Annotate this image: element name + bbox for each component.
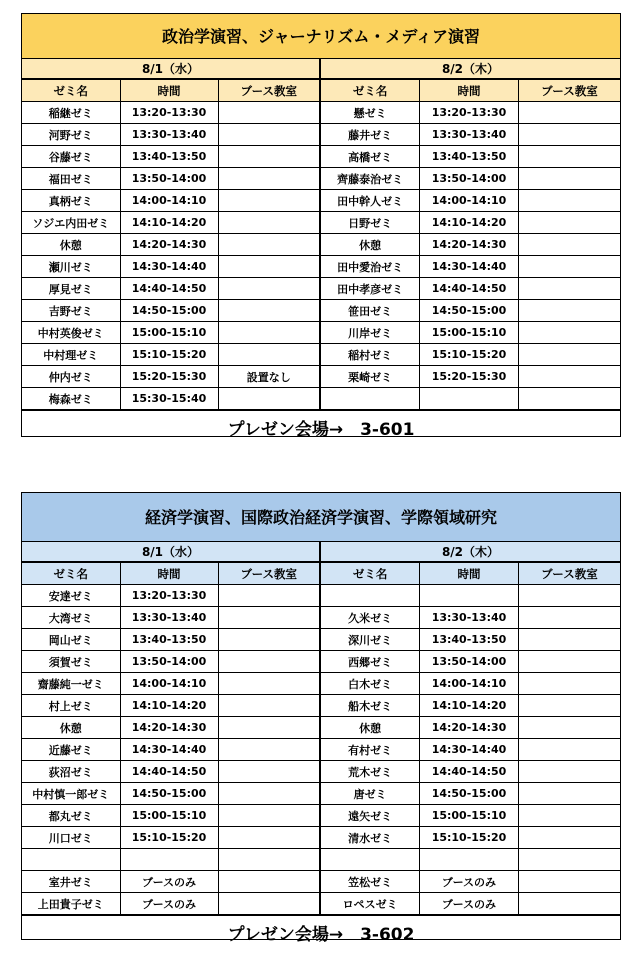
time-slot-cell: 15:10-15:20: [420, 827, 519, 849]
seminar-name-cell: 田中孝彦ゼミ: [321, 278, 420, 300]
time-slot-cell: 14:00-14:10: [120, 190, 218, 212]
time-slot-cell: 15:10-15:20: [420, 344, 519, 366]
time-slot-cell: 15:10-15:20: [120, 827, 218, 849]
time-slot-cell: 14:50-15:00: [120, 783, 218, 805]
booth-room-cell: [218, 827, 319, 849]
time-slot-cell: 14:50-15:00: [420, 300, 519, 322]
seminar-name-header: ゼミ名: [22, 80, 120, 102]
table-row: [321, 805, 620, 827]
seminar-name-cell: 厚見ゼミ: [22, 278, 120, 300]
booth-room-cell: [518, 278, 620, 300]
table-row: [321, 783, 620, 805]
table-row: [22, 871, 319, 893]
booth-room-cell: [218, 212, 319, 234]
table-row: [22, 146, 319, 168]
booth-room-cell: [518, 212, 620, 234]
seminar-name-cell: 須賀ゼミ: [22, 651, 120, 673]
booth-room-cell: [518, 695, 620, 717]
booth-room-cell: [218, 695, 319, 717]
seminar-name-cell: 真柄ゼミ: [22, 190, 120, 212]
table-row: [321, 146, 620, 168]
booth-room-cell: [518, 256, 620, 278]
time-slot-cell: 14:40-14:50: [420, 761, 519, 783]
seminar-name-cell: 室井ゼミ: [22, 871, 120, 893]
seminar-name-cell: 仲内ゼミ: [22, 366, 120, 388]
time-slot-cell: 14:30-14:40: [120, 256, 218, 278]
time-slot-cell: 15:20-15:30: [120, 366, 218, 388]
booth-room-cell: [518, 783, 620, 805]
day-header: 8/2（木）: [321, 542, 620, 562]
table-row: [22, 388, 319, 410]
booth-room-cell: [218, 256, 319, 278]
table-row: [22, 783, 319, 805]
booth-room-cell: [218, 717, 319, 739]
venue-footer: プレゼン会場→ 3-602: [22, 915, 620, 953]
seminar-name-cell: 岡山ゼミ: [22, 629, 120, 651]
day-column-left: [22, 542, 321, 915]
time-slot-cell: [120, 849, 218, 871]
seminar-name-cell: 齊藤泰治ゼミ: [321, 168, 420, 190]
seminar-name-cell: 稲村ゼミ: [321, 344, 420, 366]
time-slot-cell: 14:30-14:40: [420, 256, 519, 278]
schedule-table: [22, 562, 319, 915]
table-row: [22, 322, 319, 344]
time-slot-cell: 13:40-13:50: [420, 629, 519, 651]
time-slot-cell: 15:00-15:10: [420, 805, 519, 827]
table-row: [22, 168, 319, 190]
booth-room-header: ブース教室: [518, 80, 620, 102]
table-row: [321, 124, 620, 146]
time-slot-cell: 15:30-15:40: [120, 388, 218, 410]
time-slot-cell: 13:40-13:50: [420, 146, 519, 168]
table-row: [321, 278, 620, 300]
booth-room-cell: [518, 585, 620, 607]
table-row: [321, 322, 620, 344]
time-slot-cell: 14:10-14:20: [120, 212, 218, 234]
seminar-name-cell: 上田貴子ゼミ: [22, 893, 120, 915]
seminar-name-cell: 休憩: [321, 234, 420, 256]
table-row: [22, 849, 319, 871]
table-row: [22, 805, 319, 827]
seminar-name-cell: 中村英俊ゼミ: [22, 322, 120, 344]
booth-room-cell: [218, 673, 319, 695]
day-column-right: [321, 542, 620, 915]
seminar-name-cell: 吉野ゼミ: [22, 300, 120, 322]
schedule-table: [22, 79, 319, 410]
booth-room-cell: [518, 322, 620, 344]
booth-room-cell: [218, 300, 319, 322]
table-row: [321, 827, 620, 849]
seminar-name-cell: 笠松ゼミ: [321, 871, 420, 893]
time-slot-cell: 13:50-14:00: [120, 651, 218, 673]
seminar-name-cell: 高橋ゼミ: [321, 146, 420, 168]
time-slot-cell: 14:30-14:40: [420, 739, 519, 761]
time-slot-cell: 13:20-13:30: [420, 102, 519, 124]
table-row: [22, 827, 319, 849]
table-row: [321, 388, 620, 410]
time-slot-cell: 14:00-14:10: [420, 673, 519, 695]
time-slot-cell: 13:50-14:00: [420, 651, 519, 673]
booth-room-cell: [218, 805, 319, 827]
booth-room-cell: [518, 739, 620, 761]
time-slot-cell: 14:30-14:40: [120, 739, 218, 761]
table-row: [22, 695, 319, 717]
time-slot-cell: 14:20-14:30: [420, 234, 519, 256]
booth-room-cell: [518, 388, 620, 410]
table-row: [22, 651, 319, 673]
time-slot-cell: 13:30-13:40: [120, 124, 218, 146]
seminar-name-cell: 田中愛治ゼミ: [321, 256, 420, 278]
table-row: [321, 739, 620, 761]
time-slot-cell: 14:10-14:20: [120, 695, 218, 717]
seminar-name-header: ゼミ名: [22, 563, 120, 585]
time-slot-cell: 15:00-15:10: [420, 322, 519, 344]
schedule-grid: [22, 59, 620, 410]
block-title: 経済学演習、国際政治経済学演習、学際領域研究: [22, 493, 620, 542]
table-row: [22, 673, 319, 695]
booth-room-cell: 設置なし: [218, 366, 319, 388]
seminar-name-cell: 齋藤純一ゼミ: [22, 673, 120, 695]
booth-room-cell: [518, 651, 620, 673]
table-row: [321, 871, 620, 893]
table-row: [22, 739, 319, 761]
seminar-name-cell: 笹田ゼミ: [321, 300, 420, 322]
table-row: [321, 629, 620, 651]
seminar-name-cell: 大湾ゼミ: [22, 607, 120, 629]
seminar-name-cell: [321, 388, 420, 410]
day-column-right: [321, 59, 620, 410]
table-row: [22, 256, 319, 278]
booth-room-cell: [518, 673, 620, 695]
table-row: [22, 629, 319, 651]
booth-room-cell: [518, 168, 620, 190]
time-slot-cell: 13:50-14:00: [120, 168, 218, 190]
time-slot-cell: 14:20-14:30: [420, 717, 519, 739]
table-row: [321, 651, 620, 673]
booth-room-cell: [218, 585, 319, 607]
booth-room-cell: [218, 871, 319, 893]
time-header: 時間: [120, 80, 218, 102]
booth-room-cell: [218, 651, 319, 673]
time-slot-cell: [420, 849, 519, 871]
booth-room-cell: [518, 805, 620, 827]
booth-room-cell: [218, 783, 319, 805]
booth-room-cell: [518, 629, 620, 651]
table-row: [22, 366, 319, 388]
booth-room-cell: [518, 717, 620, 739]
time-slot-cell: 15:00-15:10: [120, 322, 218, 344]
table-row: [22, 190, 319, 212]
booth-room-cell: [218, 344, 319, 366]
schedule-table: [321, 79, 620, 410]
seminar-name-cell: 深川ゼミ: [321, 629, 420, 651]
booth-room-cell: [218, 388, 319, 410]
table-row: [321, 585, 620, 607]
booth-room-cell: [518, 893, 620, 915]
time-slot-cell: ブースのみ: [420, 871, 519, 893]
time-slot-cell: [420, 585, 519, 607]
table-row: [321, 893, 620, 915]
time-slot-cell: 14:20-14:30: [120, 234, 218, 256]
table-row: [22, 761, 319, 783]
booth-room-cell: [218, 607, 319, 629]
time-slot-cell: 13:40-13:50: [120, 629, 218, 651]
table-row: [321, 300, 620, 322]
seminar-name-cell: 谷藤ゼミ: [22, 146, 120, 168]
seminar-name-cell: 休憩: [22, 717, 120, 739]
booth-room-cell: [218, 102, 319, 124]
booth-room-cell: [218, 761, 319, 783]
time-slot-cell: 13:30-13:40: [420, 124, 519, 146]
seminar-name-cell: 荻沼ゼミ: [22, 761, 120, 783]
seminar-name-header: ゼミ名: [321, 563, 420, 585]
time-header: 時間: [420, 80, 519, 102]
seminar-name-cell: 有村ゼミ: [321, 739, 420, 761]
seminar-name-cell: 唐ゼミ: [321, 783, 420, 805]
venue-footer: プレゼン会場→ 3-601: [22, 410, 620, 449]
time-slot-cell: 13:50-14:00: [420, 168, 519, 190]
schedule-block-economics: [21, 492, 621, 945]
seminar-name-cell: 中村慎一郎ゼミ: [22, 783, 120, 805]
seminar-name-cell: 都丸ゼミ: [22, 805, 120, 827]
booth-room-cell: [218, 278, 319, 300]
seminar-name-cell: 川岸ゼミ: [321, 322, 420, 344]
seminar-name-cell: 遠矢ゼミ: [321, 805, 420, 827]
booth-room-cell: [518, 827, 620, 849]
table-row: [22, 607, 319, 629]
booth-room-cell: [218, 893, 319, 915]
table-row: [321, 849, 620, 871]
table-row: [321, 102, 620, 124]
seminar-name-cell: [321, 585, 420, 607]
booth-room-cell: [218, 234, 319, 256]
table-row: [22, 102, 319, 124]
seminar-name-cell: 福田ゼミ: [22, 168, 120, 190]
seminar-name-cell: 川口ゼミ: [22, 827, 120, 849]
time-slot-cell: 14:20-14:30: [120, 717, 218, 739]
booth-room-cell: [518, 761, 620, 783]
table-row: [321, 212, 620, 234]
booth-room-cell: [518, 871, 620, 893]
time-slot-cell: 13:30-13:40: [420, 607, 519, 629]
table-row: [321, 256, 620, 278]
booth-room-cell: [518, 300, 620, 322]
table-row: [321, 717, 620, 739]
table-row: [321, 761, 620, 783]
booth-room-header: ブース教室: [218, 80, 319, 102]
time-slot-cell: ブースのみ: [120, 871, 218, 893]
table-row: [22, 212, 319, 234]
booth-room-cell: [518, 344, 620, 366]
table-row: [22, 717, 319, 739]
seminar-name-cell: 近藤ゼミ: [22, 739, 120, 761]
booth-room-cell: [518, 234, 620, 256]
booth-room-cell: [518, 190, 620, 212]
booth-room-cell: [518, 366, 620, 388]
booth-room-header: ブース教室: [218, 563, 319, 585]
seminar-name-cell: 安達ゼミ: [22, 585, 120, 607]
booth-room-cell: [218, 629, 319, 651]
booth-room-cell: [218, 322, 319, 344]
booth-room-cell: [218, 190, 319, 212]
block-title: 政治学演習、ジャーナリズム・メディア演習: [22, 14, 620, 59]
table-row: [321, 190, 620, 212]
seminar-name-cell: 梅森ゼミ: [22, 388, 120, 410]
seminar-name-cell: 休憩: [22, 234, 120, 256]
day-header: 8/1（水）: [22, 542, 319, 562]
seminar-name-cell: 白木ゼミ: [321, 673, 420, 695]
booth-room-cell: [518, 849, 620, 871]
booth-room-cell: [218, 146, 319, 168]
time-slot-cell: 13:40-13:50: [120, 146, 218, 168]
time-slot-cell: 13:30-13:40: [120, 607, 218, 629]
seminar-name-cell: 清水ゼミ: [321, 827, 420, 849]
time-slot-cell: 13:20-13:30: [120, 102, 218, 124]
booth-room-cell: [218, 124, 319, 146]
table-row: [22, 124, 319, 146]
booth-room-cell: [518, 607, 620, 629]
time-slot-cell: 14:40-14:50: [420, 278, 519, 300]
table-row: [22, 344, 319, 366]
time-slot-cell: 13:20-13:30: [120, 585, 218, 607]
table-row: [321, 695, 620, 717]
time-header: 時間: [120, 563, 218, 585]
time-header: 時間: [420, 563, 519, 585]
table-row: [321, 344, 620, 366]
time-slot-cell: 15:20-15:30: [420, 366, 519, 388]
booth-room-cell: [218, 739, 319, 761]
seminar-name-cell: 瀬川ゼミ: [22, 256, 120, 278]
booth-room-cell: [518, 124, 620, 146]
table-row: [22, 893, 319, 915]
booth-room-header: ブース教室: [518, 563, 620, 585]
seminar-name-cell: 河野ゼミ: [22, 124, 120, 146]
time-slot-cell: 14:40-14:50: [120, 761, 218, 783]
seminar-name-cell: 久米ゼミ: [321, 607, 420, 629]
time-slot-cell: 15:10-15:20: [120, 344, 218, 366]
time-slot-cell: ブースのみ: [120, 893, 218, 915]
seminar-name-cell: 藤井ゼミ: [321, 124, 420, 146]
seminar-name-cell: 荒木ゼミ: [321, 761, 420, 783]
seminar-name-cell: ソジエ内田ゼミ: [22, 212, 120, 234]
seminar-name-cell: ロペスゼミ: [321, 893, 420, 915]
seminar-name-cell: 中村理ゼミ: [22, 344, 120, 366]
booth-room-cell: [218, 168, 319, 190]
seminar-name-cell: [321, 849, 420, 871]
time-slot-cell: 14:10-14:20: [420, 695, 519, 717]
seminar-name-cell: 西郷ゼミ: [321, 651, 420, 673]
seminar-name-cell: 懸ゼミ: [321, 102, 420, 124]
time-slot-cell: 14:10-14:20: [420, 212, 519, 234]
time-slot-cell: 14:00-14:10: [120, 673, 218, 695]
schedule-grid: [22, 542, 620, 915]
seminar-name-header: ゼミ名: [321, 80, 420, 102]
schedule-table: [321, 562, 620, 915]
table-row: [321, 673, 620, 695]
table-row: [321, 234, 620, 256]
table-row: [321, 168, 620, 190]
booth-room-cell: [518, 146, 620, 168]
time-slot-cell: ブースのみ: [420, 893, 519, 915]
day-column-left: [22, 59, 321, 410]
seminar-name-cell: 田中幹人ゼミ: [321, 190, 420, 212]
day-header: 8/2（木）: [321, 59, 620, 79]
table-row: [22, 234, 319, 256]
time-slot-cell: 14:00-14:10: [420, 190, 519, 212]
seminar-name-cell: 村上ゼミ: [22, 695, 120, 717]
seminar-name-cell: 休憩: [321, 717, 420, 739]
table-row: [22, 585, 319, 607]
table-row: [22, 300, 319, 322]
seminar-name-cell: 日野ゼミ: [321, 212, 420, 234]
table-row: [321, 607, 620, 629]
schedule-block-politics: [21, 13, 621, 440]
booth-room-cell: [518, 102, 620, 124]
seminar-name-cell: [22, 849, 120, 871]
seminar-name-cell: 稲継ゼミ: [22, 102, 120, 124]
seminar-name-cell: 栗崎ゼミ: [321, 366, 420, 388]
time-slot-cell: 14:50-15:00: [120, 300, 218, 322]
table-row: [321, 366, 620, 388]
table-row: [22, 278, 319, 300]
seminar-name-cell: 船木ゼミ: [321, 695, 420, 717]
time-slot-cell: 15:00-15:10: [120, 805, 218, 827]
booth-room-cell: [218, 849, 319, 871]
day-header: 8/1（水）: [22, 59, 319, 79]
time-slot-cell: [420, 388, 519, 410]
time-slot-cell: 14:50-15:00: [420, 783, 519, 805]
time-slot-cell: 14:40-14:50: [120, 278, 218, 300]
